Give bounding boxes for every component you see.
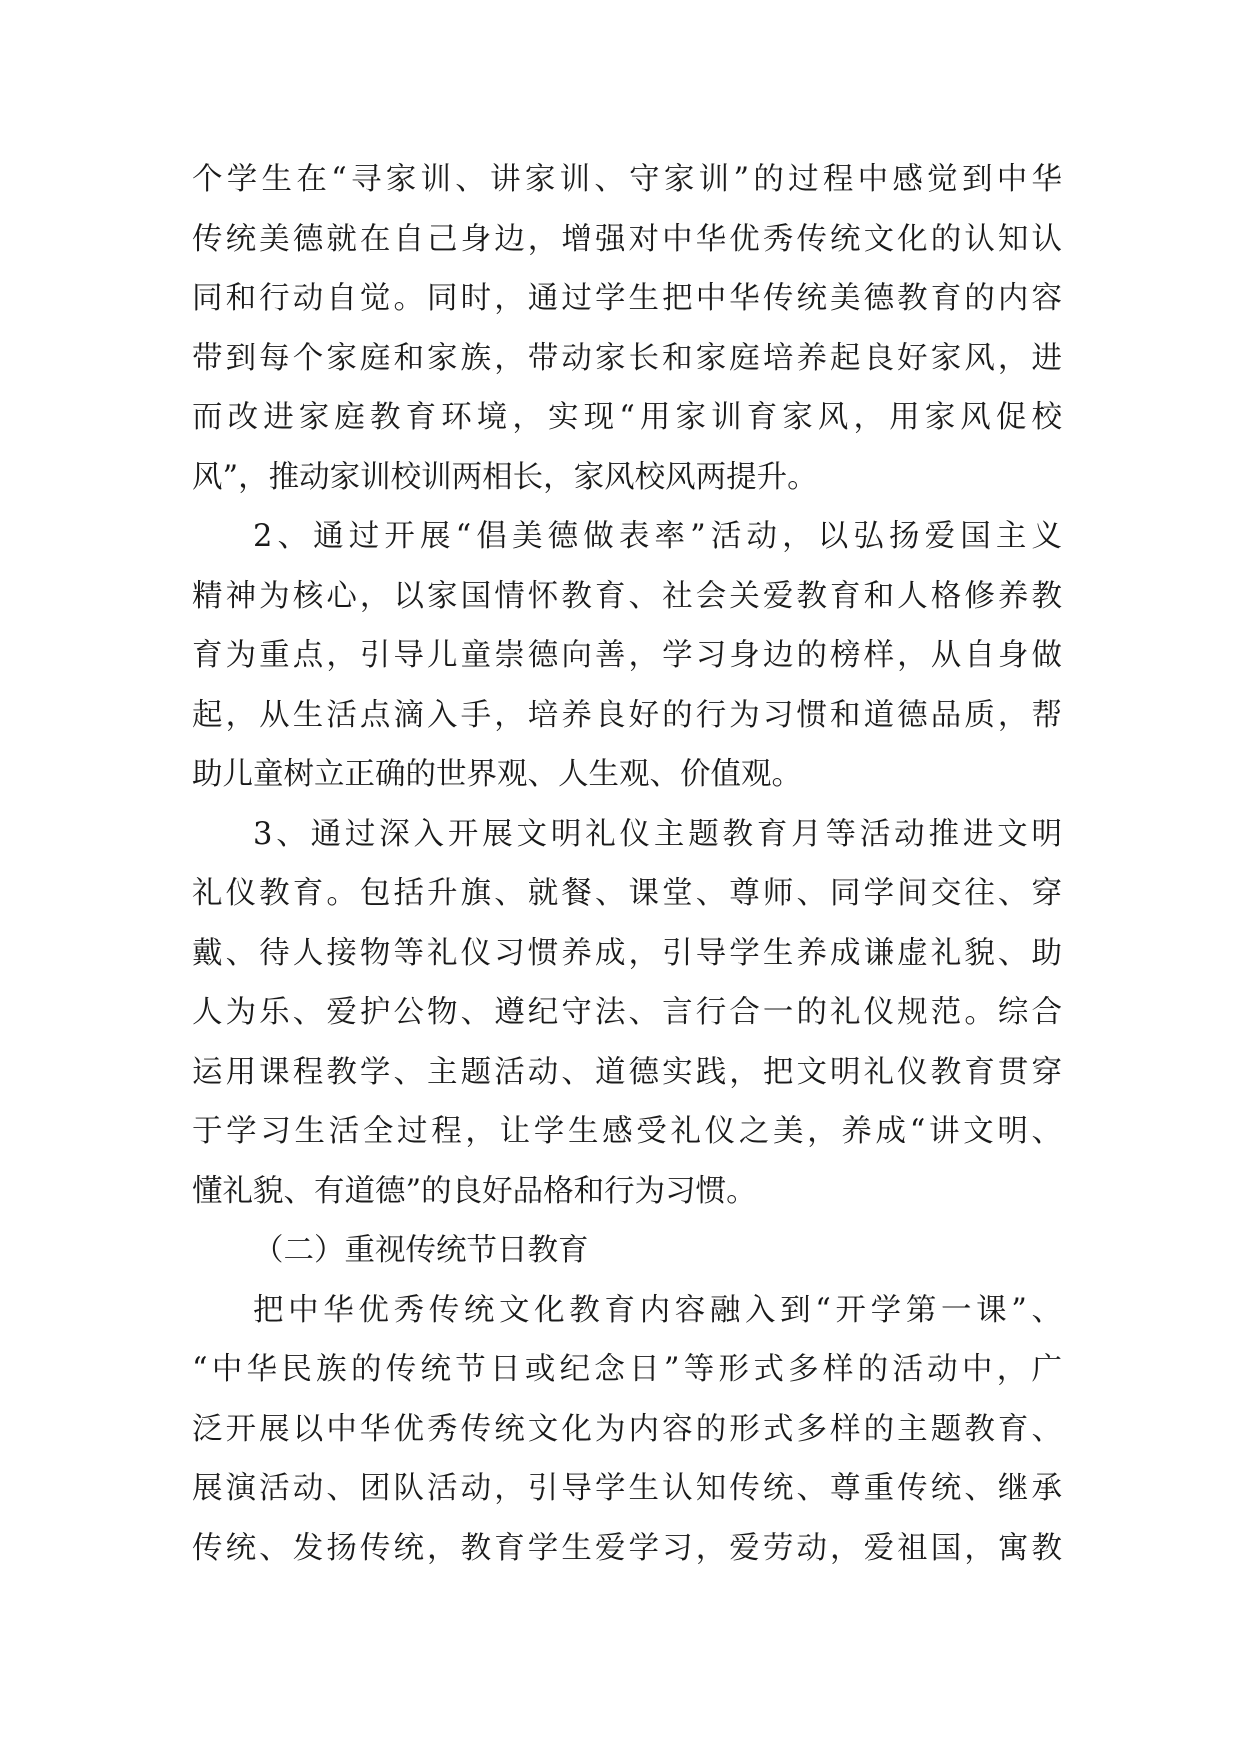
paragraph-line: 起，从生活点滴入手，培养良好的行为习惯和道德品质，帮: [192, 697, 1062, 733]
paragraph-line: 懂礼貌、有道德”的良好品格和行为习惯。: [192, 1173, 757, 1209]
paragraph-line: “中华民族的传统节日或纪念日”等形式多样的活动中，广: [192, 1352, 1062, 1387]
paragraph-line: 带到每个家庭和家族，带动家长和家庭培养起良好家风，进: [192, 340, 1062, 376]
paragraph-line: 助儿童树立正确的世界观、人生观、价值观。: [192, 757, 802, 792]
paragraph-line: 礼仪教育。包括升旗、就餐、课堂、尊师、同学间交往、穿: [192, 876, 1062, 911]
paragraph-line: 传统、发扬传统，教育学生爱学习，爱劳动，爱祖国，寓教: [192, 1530, 1062, 1566]
paragraph-line: 泛开展以中华优秀传统文化为内容的形式多样的主题教育、: [192, 1411, 1062, 1447]
paragraph-line: 风”，推动家训校训两相长，家风校风两提升。: [192, 459, 818, 495]
paragraph-line: 于学习生活全过程，让学生感受礼仪之美，养成“讲文明、: [192, 1114, 1062, 1149]
paragraph-line: 人为乐、爱护公物、遵纪守法、言行合一的礼仪规范。综合: [192, 995, 1062, 1030]
paragraph-line: 运用课程教学、主题活动、道德实践，把文明礼仪教育贯穿: [192, 1054, 1062, 1090]
paragraph-line: 同和行动自觉。同时，通过学生把中华传统美德教育的内容: [192, 281, 1062, 316]
paragraph-line: 而改进家庭教育环境，实现“用家训育家风，用家风促校: [192, 400, 1062, 435]
paragraph-line: 3、通过深入开展文明礼仪主题教育月等活动推进文明: [253, 816, 1062, 852]
paragraph-line: 传统美德就在自己身边，增强对中华优秀传统文化的认知认: [192, 221, 1062, 257]
paragraph-line: 展演活动、团队活动，引导学生认知传统、尊重传统、继承: [192, 1471, 1062, 1506]
paragraph-line: 育为重点，引导儿童崇德向善，学习身边的榜样，从自身做: [192, 638, 1062, 673]
paragraph-line: 个学生在“寻家训、讲家训、守家训”的过程中感觉到中华: [192, 162, 1062, 197]
body-text: [192, 150, 1062, 1578]
section-heading: （二）重视传统节日教育: [253, 1233, 589, 1268]
paragraph-line: 戴、待人接物等礼仪习惯养成，引导学生养成谦虚礼貌、助: [192, 935, 1062, 971]
paragraph-line: 2、通过开展“倡美德做表率”活动，以弘扬爱国主义: [253, 519, 1062, 554]
paragraph-line: 把中华优秀传统文化教育内容融入到“开学第一课”、: [253, 1292, 1062, 1328]
paragraph-line: 精神为核心，以家国情怀教育、社会关爱教育和人格修养教: [192, 578, 1062, 614]
